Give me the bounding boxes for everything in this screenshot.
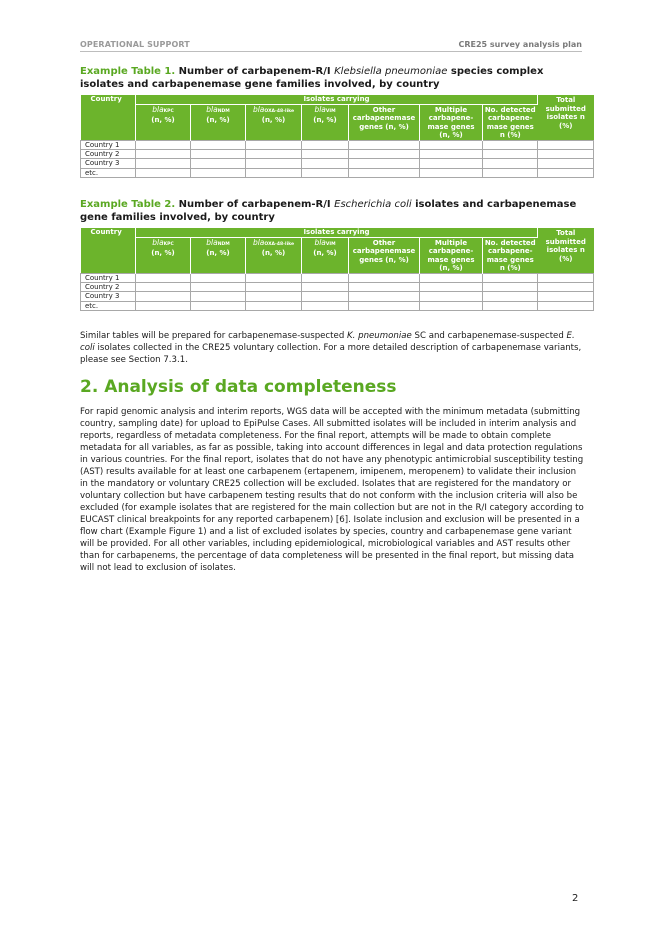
table-row: Country 2 xyxy=(81,283,594,292)
table-row: etc. xyxy=(81,168,594,177)
col-multiple: Multiple carbapene-mase genes (n, %) xyxy=(420,104,483,140)
col-total: Total submitted isolates n (%) xyxy=(538,228,594,273)
table-row: Country 1 xyxy=(81,273,594,282)
col-oxa48: bla$_{OXA-48-like}$ (n, %) xyxy=(246,237,302,273)
col-kpc: bla$_{KPC}$ (n, %) xyxy=(136,237,191,273)
col-ndm: bla$_{NDM}$ (n, %) xyxy=(191,237,246,273)
table1-label: Example Table 1. xyxy=(80,66,176,77)
col-kpc: bla$_{KPC}$ (n, %) xyxy=(136,104,191,140)
header-divider xyxy=(80,51,582,52)
col-isolates-carrying: Isolates carrying xyxy=(136,228,538,237)
table2-title-post: isolates and carbapenemase gene families involved, by country xyxy=(80,199,577,223)
col-none-detected: No. detected carbapene-mase genes n (%) xyxy=(483,104,538,140)
table-row: Country 2 xyxy=(81,150,594,159)
table1-title-post: species complex isolates and carbapenemase gene families involved, by country xyxy=(80,66,544,90)
col-country: Country xyxy=(81,95,136,140)
page-number: 2 xyxy=(572,893,579,904)
col-vim: bla$_{VIM}$ (n, %) xyxy=(302,104,349,140)
section-body-paragraph: For rapid genomic analysis and interim reports, WGS data will be accepted with the minimum metadata (submitting country, sampling date) for upload to EpiPulse Cases. All submitted isolates will be included in interim analysis and reports, regardless of metadata completeness. For the final report, attempts will be made to obtain complete metadata for all variables, as far as possible, taking into account differences in legal and data protection regulations in various countries. For the final report, isolates that do not have any phenotypic antimicrobial susceptibility testing (AST) results available for at least one carbapenem (ertapenem, imipenem, meropenem) to validate their inclusion in the mandatory or voluntary CRE25 collection will be excluded. Isolates that are registered for the mandatory or voluntary collection but have carbapenem testing results that do not conform with the inclusion criteria will also be excluded (for example isolates that are registered for the main collection but are not in the R/I category according to EUCAST clinical breakpoints for any reported carbapenem) [6]. Isolate inclusion and exclusion will be presented in a flow chart (Example Figure 1) and a list of excluded isolates by species, country and carbapenemase gene variant will be provided. For all other variables, including epidemiological, microbiological variables and AST results other than for carbapenems, the percentage of data completeness will be presented in the final report, but missing data will not lead to exclusion of isolates. xyxy=(80,407,584,573)
table-row: Country 1 xyxy=(81,140,594,149)
col-country: Country xyxy=(81,228,136,273)
col-total: Total submitted isolates n (%) xyxy=(538,95,594,140)
table2-title-pre: Number of carbapenem-R/I xyxy=(175,199,335,210)
tables-note-paragraph: Similar tables will be prepared for carbapenemase-suspected K. pneumoniae SC and carbapenemase-suspected E. coli isolates collected in the CRE25 voluntary collection. For a more detailed description of carbapenemase variants, please see Section 7.3.1. xyxy=(80,331,582,365)
table2-title-species: Escherichia coli xyxy=(334,199,412,210)
header-section-label: OPERATIONAL SUPPORT xyxy=(80,40,190,49)
table2-label: Example Table 2. xyxy=(80,199,176,210)
col-ndm: bla$_{NDM}$ (n, %) xyxy=(191,104,246,140)
table2 xyxy=(80,228,594,311)
table-row: etc. xyxy=(81,301,594,310)
col-oxa48: bla$_{OXA-48-like}$ (n, %) xyxy=(246,104,302,140)
table1 xyxy=(80,95,594,178)
table-row: Country 3 xyxy=(81,292,594,301)
table2-caption xyxy=(80,198,584,224)
col-vim: bla$_{VIM}$ (n, %) xyxy=(302,237,349,273)
col-none-detected: No. detected carbapene-mase genes n (%) xyxy=(483,237,538,273)
col-isolates-carrying: Isolates carrying xyxy=(136,95,538,104)
col-other: Other carbapenemase genes (n, %) xyxy=(349,104,420,140)
table-row: Country 3 xyxy=(81,159,594,168)
col-other: Other carbapenemase genes (n, %) xyxy=(349,237,420,273)
header-document-title: CRE25 survey analysis plan xyxy=(458,40,582,49)
table1-title-species: Klebsiella pneumoniae xyxy=(334,66,448,77)
section-heading: 2. Analysis of data completeness xyxy=(80,377,397,397)
table1-caption xyxy=(80,65,584,91)
col-multiple: Multiple carbapene-mase genes (n, %) xyxy=(420,237,483,273)
table1-title-pre: Number of carbapenem-R/I xyxy=(175,66,335,77)
